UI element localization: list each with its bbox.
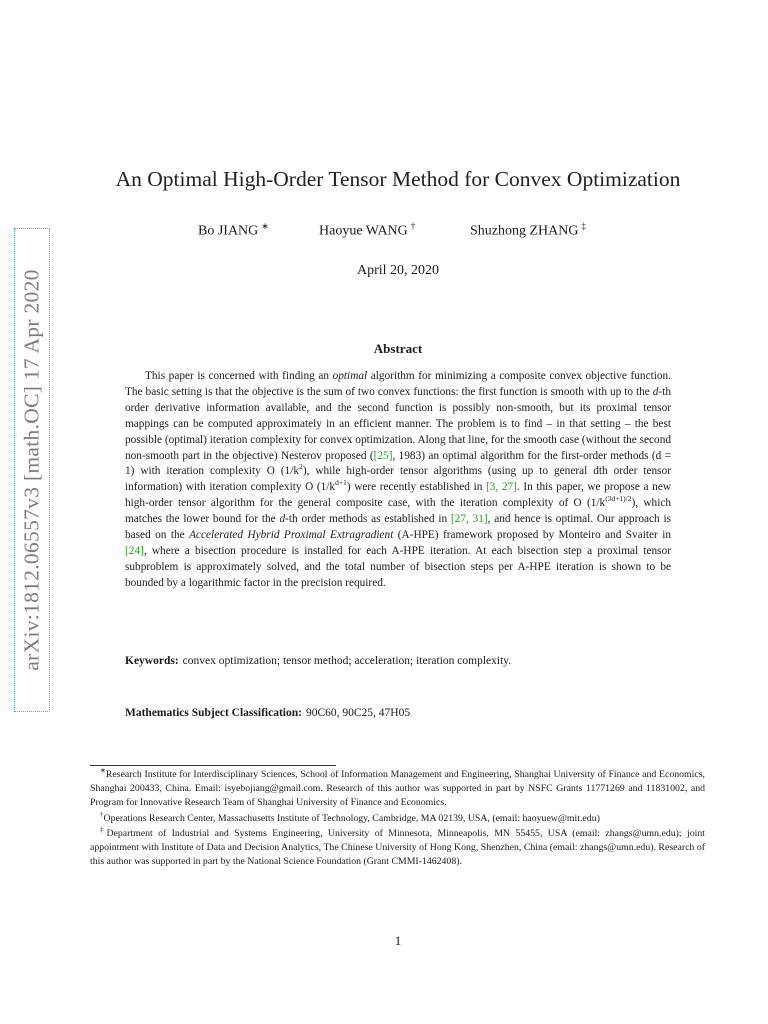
footnotes xyxy=(90,768,705,870)
footnote-text: Operations Research Center, Massachusetts Institute of Technology, Cambridge, MA 02139, USA, (email: haoyuew@mit.edu) xyxy=(103,812,600,824)
msc-label: Mathematics Subject Classification: xyxy=(125,707,302,719)
author-name: Bo JIANG xyxy=(198,223,259,239)
author-mark: ‡ xyxy=(581,221,586,231)
footnote-1 xyxy=(90,768,705,811)
footnote-text: Research Institute for Interdisciplinary Sciences, School of Information Management and Engineering, Shanghai University of Finance and Economics, Shanghai 200433, China. Email: isyebojiang@gmail.com. Research of this author was supported in part by NSFC Grants 11771269 and 11831002, and Program for Innovative Research Team of Shanghai University of Finance and Economics. xyxy=(90,769,705,809)
footnote-rule xyxy=(90,765,336,766)
abstract-text: , where a bisection procedure is installed for each A-HPE iteration. At each bisection step a proximal tensor subproblem is approximately solved, and the total number of bisection steps per A-HPE iteration is shown to be bounded by a logarithmic factor in the precision required. xyxy=(125,544,671,589)
footnote-text: Department of Industrial and Systems Engineering, University of Minnesota, Minneapolis, MN 55455, USA (email: zhangs@umn.edu); joint appointment with Institute of Data and Decision Analytics, The Chinese University of Hong Kong, Shenzhen, China (email: zhangs@umn.edu). Research of this author was supported in part by the National Science Foundation (Grant CMMI-1462408). xyxy=(90,827,705,868)
paper-title: An Optimal High-Order Tensor Method for Convex Optimization xyxy=(115,167,681,191)
abstract-text: , 1983) an optimal algorithm for the first-order methods (d = 1) with iteration complexity O (1/k xyxy=(125,449,671,478)
citation-link[interactable]: [27, 31] xyxy=(450,513,488,526)
author-mark: ∗ xyxy=(261,221,269,231)
arxiv-stamp-text: arXiv:1812.06557v3 [math.OC] 17 Apr 2020 xyxy=(19,269,44,671)
author-mark: † xyxy=(410,221,416,231)
author-name: Shuzhong ZHANG xyxy=(470,223,579,239)
abstract-text: algorithm for minimizing a composite convex objective function. The basic setting is that the objective is the sum of two convex functions: the first function is smooth with up to the xyxy=(125,370,671,398)
author-1 xyxy=(198,221,269,240)
citation-link[interactable]: [3, 27] xyxy=(485,481,517,494)
abstract-text: (A-HPE) framework proposed by Monteiro and Svaiter in xyxy=(393,529,671,542)
abstract-text: ), while high-order tensor algorithms (using up to general dth order tensor information) with iteration complexity O (1/k xyxy=(125,465,671,494)
arxiv-stamp xyxy=(14,228,50,712)
footnote-mark: † xyxy=(100,810,104,819)
abstract-body xyxy=(125,369,671,592)
abstract-emphasis: d xyxy=(279,513,286,526)
footnote-2 xyxy=(90,812,705,826)
author-3 xyxy=(470,221,586,240)
superscript: (3d+1)/2 xyxy=(605,494,632,504)
subject-classification xyxy=(125,707,685,719)
keywords-text: convex optimization; tensor method; acceleration; iteration complexity. xyxy=(182,655,512,667)
abstract-emphasis: optimal xyxy=(332,370,368,382)
author-name: Haoyue WANG xyxy=(319,223,408,239)
abstract-text: , and hence is optimal. Our approach is based on the xyxy=(125,513,671,542)
citation-link[interactable]: [25] xyxy=(373,449,393,462)
abstract-heading: Abstract xyxy=(373,341,423,356)
page-number: 1 xyxy=(394,933,402,948)
abstract-text: . In this paper, we propose a new high-order tensor algorithm for the general composite case, with the iteration complexity of O (1/k xyxy=(125,481,672,510)
footnote-3 xyxy=(90,827,705,870)
superscript: 2 xyxy=(299,462,303,472)
keywords xyxy=(125,655,685,667)
keywords-label: Keywords: xyxy=(125,655,179,667)
superscript: d+1 xyxy=(335,478,347,488)
author-2 xyxy=(319,221,415,240)
abstract-emphasis: Accelerated Hybrid Proximal Extragradient xyxy=(189,529,394,542)
abstract-text: This paper is concerned with finding an xyxy=(145,370,333,382)
abstract-text: ) were recently established in xyxy=(346,481,486,494)
abstract-text: -th order methods as established in xyxy=(285,513,451,526)
abstract-text: -th order derivative information available, and the second function is possibly non-smooth, but its proximal tensor mappings can be computed approximately in an efficient manner. The problem is to find – in that setting – the best possible (optimal) iteration complexity for convex optimization. Along that line, for the smooth case (without the second non-smooth part in the objective) Nesterov proposed ( xyxy=(125,385,671,462)
paper-date: April 20, 2020 xyxy=(356,263,440,278)
msc-text: 90C60, 90C25, 47H05 xyxy=(305,707,411,719)
footnote-mark: ‡ xyxy=(100,825,107,834)
citation-link[interactable]: [24] xyxy=(125,544,144,557)
footnote-mark: ∗ xyxy=(100,766,106,775)
abstract-emphasis: d xyxy=(652,385,659,398)
abstract-text: ), which matches the lower bound for the xyxy=(125,497,671,526)
